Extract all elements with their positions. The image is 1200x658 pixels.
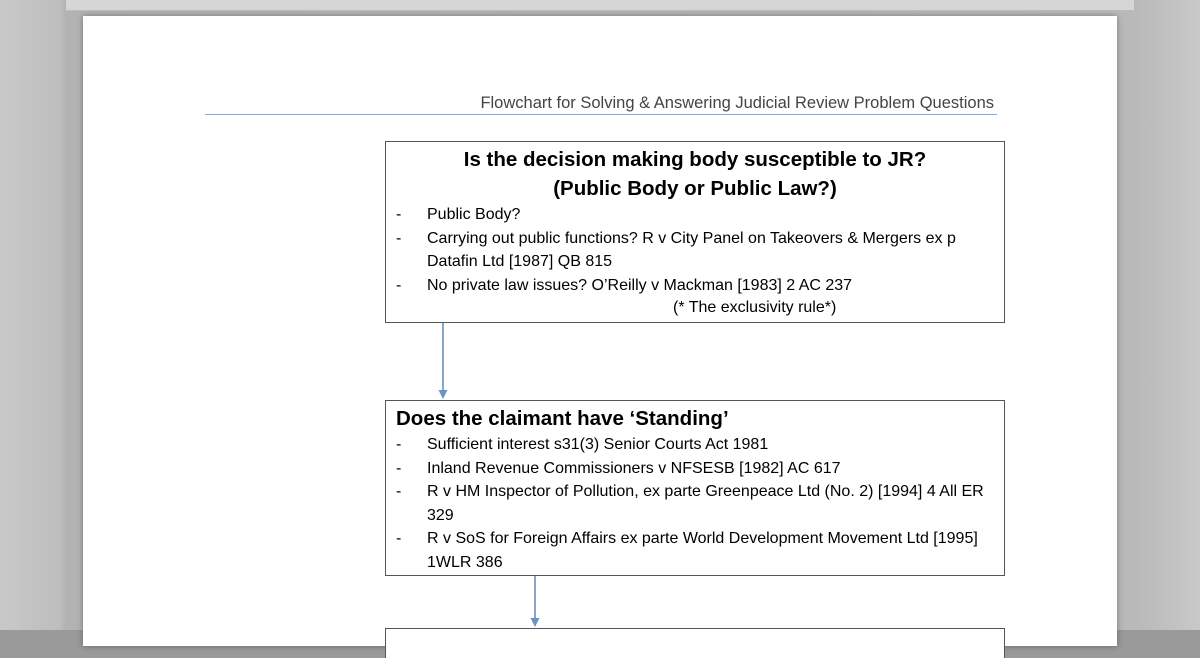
- list-item-text: Public Body?: [427, 206, 521, 223]
- flow-arrow-down-icon: [529, 576, 541, 628]
- box-title-line-2: (Public Body or Public Law?): [553, 177, 837, 200]
- list-item-text: Sufficient interest s31(3) Senior Courts Act 1981: [427, 436, 769, 453]
- list-item-text: No private law issues? O’Reilly v Mackman [1983] 2 AC 237: [427, 276, 853, 294]
- page-header-title: Flowchart for Solving & Answering Judicial Review Problem Questions: [480, 94, 994, 112]
- list-item-text: R v SoS for Foreign Affairs ex parte World Development Movement Ltd [1995] 1WLR 386: [427, 530, 978, 571]
- list-item: [396, 203, 994, 227]
- list-item: [396, 227, 994, 274]
- list-item: [396, 457, 994, 481]
- list-item: [396, 433, 994, 457]
- bullet-dash: -: [396, 483, 402, 500]
- exclusivity-note: (* The exclusivity rule*): [673, 299, 837, 316]
- box-title: [386, 145, 1004, 203]
- box-title-line-1: Is the decision making body susceptible to JR?: [463, 148, 927, 171]
- list-item: [396, 480, 994, 527]
- document-page: [83, 16, 1117, 646]
- box-item-list: [386, 433, 1004, 574]
- list-item-text: R v HM Inspector of Pollution, ex parte Greenpeace Ltd (No. 2) [1994] 4 All ER 329: [427, 483, 984, 524]
- list-item: [396, 274, 994, 298]
- bullet-dash: -: [396, 459, 402, 477]
- bullet-dash: -: [396, 229, 402, 247]
- flowchart-box-susceptibility: [385, 141, 1005, 323]
- list-item-text: Inland Revenue Commissioners v NFSESB [1982] AC 617: [427, 459, 841, 477]
- list-item: [396, 527, 994, 574]
- header-divider: [205, 114, 997, 115]
- box-title: Does the claimant have ‘Standing’: [396, 407, 729, 430]
- list-item-text: Carrying out public functions? R v City Panel on Takeovers & Mergers ex p Datafin Ltd [1987] QB 815: [427, 229, 956, 270]
- bullet-dash: -: [396, 206, 402, 223]
- box-item-list: [386, 203, 1004, 297]
- flowchart-box-standing: [385, 400, 1005, 576]
- bullet-dash: -: [396, 276, 402, 294]
- bullet-dash: -: [396, 436, 402, 453]
- bullet-dash: -: [396, 530, 402, 547]
- flowchart-box-next: [385, 628, 1005, 658]
- toolbar-strip: [66, 0, 1134, 11]
- flow-arrow-down-icon: [437, 323, 449, 400]
